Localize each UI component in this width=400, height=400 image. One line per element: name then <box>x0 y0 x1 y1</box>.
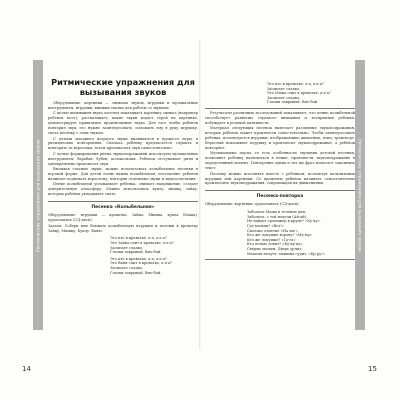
song-title-repeat: Песенка-повторка <box>205 190 355 200</box>
song-task: Задача: Собери мне баюкать колыбельную игрушки и положи в кроватку Зайку, Мишку, Куклу, Ваню. <box>48 223 198 233</box>
verse-line: Мамочк ночует, машина судит: «Бр-ру!» <box>247 251 325 256</box>
verse-line: Засыпает сладко, <box>267 95 301 100</box>
paragraph: С целью формирования ритма звукоподражаний используем музыкальные инструменты: барабан, бубен, колокольчик. Ребенок отстукивает ритм и одновременно произносит звук. <box>48 151 198 166</box>
right-side-tab-text: Ритмические упражнения для вызывания звуков <box>357 138 363 252</box>
verse-line: Это Маша спит в кроватке, а-а-а? <box>267 91 331 96</box>
right-text-column <box>205 60 355 260</box>
paragraph: Музыкальные паузы, то есть особенности звучания детской песенки, позволяют ребенку включиться в пение, произнести звукоподражание в определенный момент. Повторение одних и тех же фраз помогает запомнить текст. <box>205 151 355 171</box>
paragraph: Песенку можно исполнять вместе с ребенком, используя пальчиковые игрушки или картинки. Со временем ребенок начинает самостоятельно произносить звукоподражания, сопровождая их движениями. <box>205 171 355 186</box>
verse-line: Это кто в кроватке, а-а, а-а-а? <box>110 256 167 261</box>
paragraph: С детьми младшего возраста звуки вызываются в процессе игры, в ритмических повторениях. Сначала ребенку предлагается слушать и повторять за взрослым, затем произносить звук самостоятельно. <box>48 136 198 151</box>
verse-line: Сколько отметке «На лы!» <box>247 228 298 233</box>
paragraph: Оборудование: картинки — символы звуков, игрушки и музыкальные инструменты, игрушки, книжки-сказки для работы со звуками. <box>48 101 198 110</box>
page-number-right: 15 <box>368 365 377 373</box>
right-side-tab <box>355 60 365 330</box>
verse-line: Кто же лопушке? «Га-га» <box>247 237 296 242</box>
verse-line: Засыпает сладко, <box>110 245 144 250</box>
verse-line: Заболела Маша в течение дня, <box>247 210 306 215</box>
verse-line: Где малыш? «Вот!» <box>247 224 284 229</box>
song-equipment: Оборудование: картинки, аудиозапись (СД-диск). <box>205 202 300 207</box>
continued-verse <box>267 82 355 105</box>
lullaby-verse <box>110 236 198 275</box>
verse-line: Глазки закрывай, баю-бай. <box>110 250 162 255</box>
verse-line: Кто ночью ловит? «Ку-ку-ку» <box>247 242 303 247</box>
repeat-song-verse <box>247 210 355 256</box>
verse-line: Глазки закрывай, баю-бай. <box>110 270 162 275</box>
verse-line: Сверхи эхолим, Дверь урчит, <box>247 247 303 251</box>
left-side-tab <box>33 60 43 330</box>
verse-line: Не найдет тренажер в крупе? «Ку-ку». <box>247 219 322 224</box>
verse-line: Засыпает сладко, <box>267 86 301 91</box>
verse-line: Заболела, с той недели (Ай-ай), <box>247 214 308 219</box>
paragraph: С целью вызывания звука логопед показывает картинку символ (например ребенок поет), рассказывает, какие звуки издает герой на картинке, демонстрирует правильное произношение звука. Для того чтобы ребенок повторил звук, его нужно заинтересовать, положить ему в руку игрушку, спеть песенку с этим звуком. <box>48 111 198 136</box>
page-gutter <box>199 40 201 350</box>
paragraph: Вызывая гласные звуки, можно использовать колыбельные песенки в игровой форме. Для детей очень важна колыбельная, постепенно ребенок начинает подпевать взрослому, повторяя отдельные звуки и звукосочетания. <box>48 167 198 181</box>
paragraph: Результаты различных исследований показывают, что пение колыбельной способствует развитию слухового внимания и восприятия ребенка, побуждает к речевой активности. <box>205 110 355 125</box>
song-equipment: Оборудование: игрушки — кроватка, Зайка, Мишка, кукла (Маша), аудиозапись (СД-диск). <box>48 213 198 223</box>
section-divider <box>205 108 355 109</box>
left-side-tab-text: Ритмические упражнения для вызывания звуков <box>35 138 41 252</box>
left-text-column <box>48 60 198 278</box>
verse-line: Это Зайка спит в кроватке, а-а-а? <box>110 241 174 245</box>
paragraph: Материал следующих песенок включает различные звукоподражания, которые ребенок может произнести самостоятельно. Чтобы заинтересовать ребенка, используются игрушки, изображающие животных, птиц, транспорт. Взрослый показывает игрушку и произносит звукоподражание, а ребенок повторяет. <box>205 126 355 150</box>
section-divider <box>205 259 355 260</box>
verse-line: Это Ваня спит в кроватке, а-а-а? <box>110 261 173 266</box>
paragraph: Пение колыбельной успокаивает ребенка, снимает напряжение, создает доверительную атмосферу. Можно использовать куклу, мишку, зайку, которых ребенок укладывает спать. <box>48 182 198 197</box>
chapter-title: Ритмические упражнения для вызывания звуков <box>51 77 195 97</box>
verse-line: Это кто в кроватке, а-а, а-а-а? <box>110 236 167 241</box>
page-number-left: 14 <box>22 365 31 373</box>
verse-line: Это кто в кроватке, а-а, а-а-а? <box>267 82 324 86</box>
verse-line: Кто же лопушке ворону? «Му-му» <box>247 233 313 238</box>
verse-line: Глазки закрывай, баю-бай. <box>267 100 319 105</box>
song-title-lullaby: Песенка «Колыбельная» <box>48 201 198 211</box>
verse-line: Засыпает сладко, <box>110 265 144 270</box>
